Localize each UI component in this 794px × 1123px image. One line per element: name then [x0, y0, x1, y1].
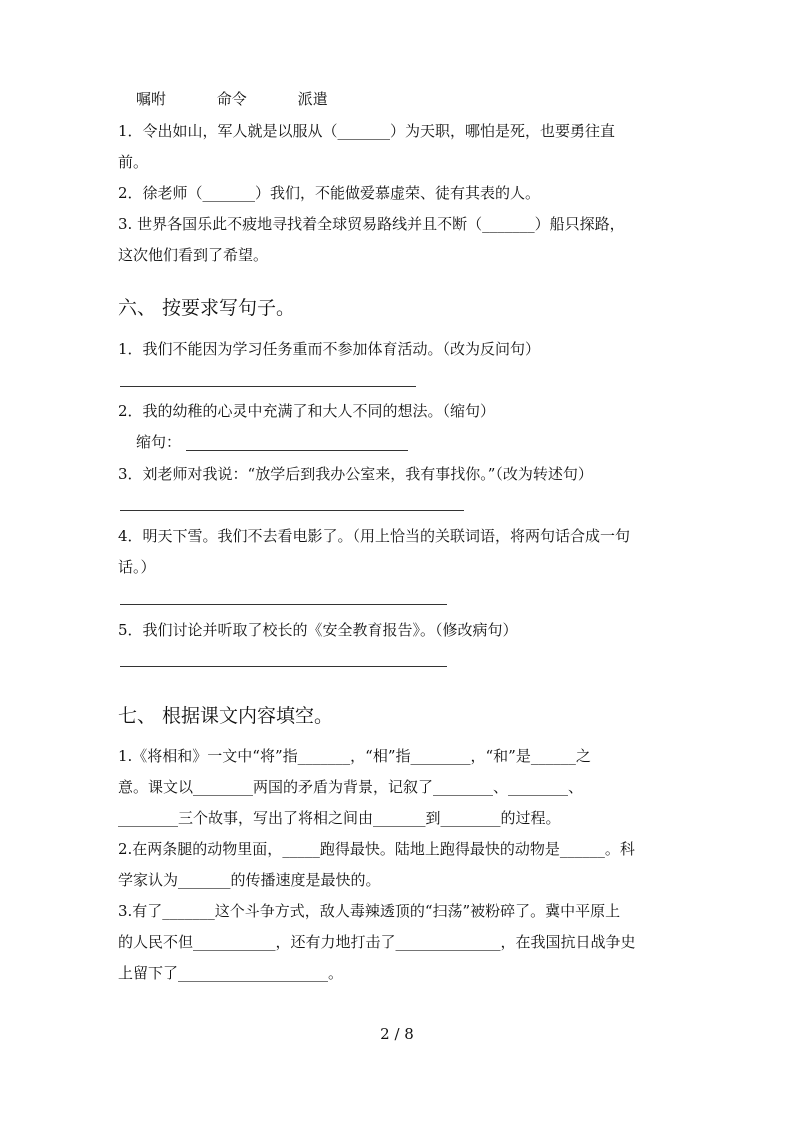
question-text: 5．我们讨论并听取了校长的《安全教育报告》。（修改病句）: [118, 621, 518, 639]
page-number: 2 / 8: [380, 1025, 414, 1043]
question-text: 意。课文以________两国的矛盾为背景，记叙了________、________、: [118, 778, 584, 796]
question-text: 2.在两条腿的动物里面，_____跑得最快。陆地上跑得最快的动物是______。科: [118, 840, 635, 858]
question-text: 这次他们看到了希望。: [118, 246, 269, 264]
question-text: 1.《将相和》一文中“将”指_______，“相”指________，“和”是______之: [118, 747, 591, 765]
answer-line[interactable]: [120, 666, 447, 667]
answer-line[interactable]: [120, 604, 447, 605]
question-text: 前。: [118, 153, 149, 171]
question-text: 1．我们不能因为学习任务重而不参加体育活动。（改为反问句）: [118, 340, 541, 358]
question-text: 2．徐老师（_______）我们，不能做爱慕虚荣、徒有其表的人。: [118, 184, 541, 202]
section-heading: 七、 根据课文内容填空。: [118, 705, 334, 727]
word-bank-item: 派遣: [297, 90, 328, 108]
answer-line[interactable]: [120, 386, 416, 387]
question-text: 话。）: [118, 558, 156, 576]
answer-prefix: 缩句：: [136, 433, 182, 451]
question-text: 4．明天下雪。我们不去看电影了。（用上恰当的关联词语，将两句话合成一句: [118, 527, 631, 545]
answer-line[interactable]: [186, 450, 408, 451]
word-bank: [136, 89, 696, 109]
question-text: 上留下了____________________。: [118, 964, 344, 982]
question-text: 3.有了_______这个斗争方式，敌人毒辣透顶的“扫荡”被粉碎了。冀中平原上: [118, 902, 621, 920]
question-text: 3．刘老师对我说：“放学后到我办公室来，我有事找你。”（改为转述句）: [118, 465, 593, 483]
question-text: 的人民不但___________，还有力地打击了______________，在我国抗日战争史: [118, 933, 636, 951]
question-text: 学家认为_______的传播速度是最快的。: [118, 871, 381, 889]
section-heading: 六、 按要求写句子。: [118, 297, 296, 319]
word-bank-item: 嘱咐: [136, 90, 167, 108]
answer-line[interactable]: [120, 510, 464, 511]
word-bank-item: 命令: [216, 90, 247, 108]
question-text: ________三个故事，写出了将相之间由_______到________的过程。: [118, 809, 561, 827]
question-text: 1．令出如山，军人就是以服从（_______）为天职，哪怕是死，也要勇往直: [118, 122, 616, 140]
question-text: 3. 世界各国乐此不疲地寻找着全球贸易路线并且不断（_______）船只探路，: [118, 215, 625, 233]
question-text: 2．我的幼稚的心灵中充满了和大人不同的想法。（缩句）: [118, 402, 496, 420]
